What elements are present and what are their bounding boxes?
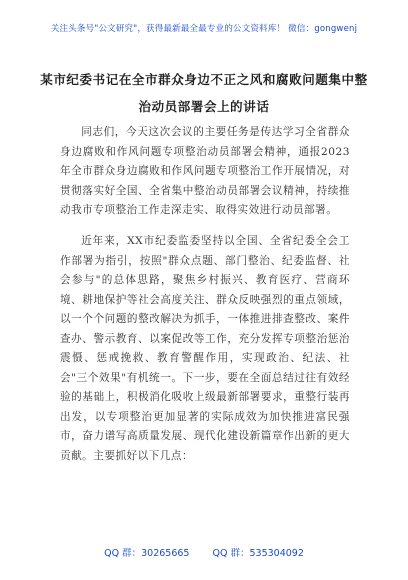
paragraph-opening: 同志们，今天这次会议的主要任务是传达学习全省群众身边腐败和作风问题专项整治动员部署会精神，通报2023年全市群众身边腐败和作风问题专项整治工作开展情况，对贯彻落实好全国、全省集中整治动员部署会议精神，持续推动我市专项整治工作走深走实、取得实效进行动员部署。 bbox=[60, 126, 350, 216]
qq-group-1: QQ 群：30265665 bbox=[104, 548, 190, 559]
document-title: 某市纪委书记在全市群众身边不正之风和腐败问题集中整治动员部署会上的讲话 bbox=[40, 72, 368, 114]
footer-contact bbox=[0, 545, 408, 559]
qq-group-2: QQ 群：535304092 bbox=[212, 548, 304, 559]
header-banner: 关注头条号"公文研究"，获得最新最全最专业的公文资料库！ 微信：gongwenj bbox=[50, 24, 358, 34]
paragraph-body: 近年来，XX市纪委监委坚持以全国、全省纪委全会工作部署为指引，按照"群众点题、部门整治、纪委监督、社会参与"的总体思路，聚焦乡村振兴、教育医疗、营商环境、耕地保护等社会高度关注、群众反映强烈的重点领域，以一个个问题的整改解决为抓手，一体推进排查整改、案件查办、警示教育、以案促改等工作，充分发挥专项整治惩治震慑、惩戒挽救、教育警醒作用，实现政治、纪法、社会"三个效果"有机统一。下一步，要在全面总结过往有效经验的基础上，积极消化吸收上级最新部署要求，重整行装再出发，以专项整治更加显著的实际成效为加快推进富民强市，奋力谱写高质量发展、现代化建设新篇章作出新的更大贡献。主要抓好以下几点： bbox=[60, 235, 350, 462]
